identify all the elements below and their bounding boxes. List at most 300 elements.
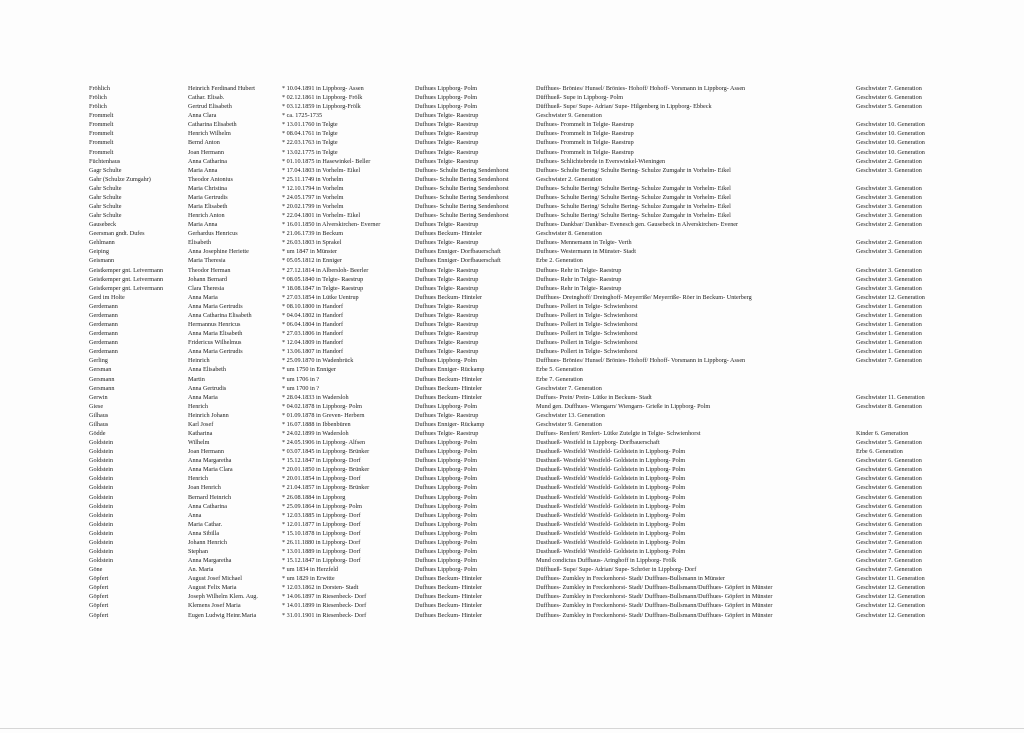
lineage-detail-cell: Dufhues- Schlichtebrede in Everswinkel-Wieningen bbox=[536, 157, 666, 165]
surname-cell: Geistkemper gnt. Leivermann bbox=[89, 266, 164, 274]
lineage-detail-cell: Dusthueß- Westfeld/ Westfeld- Goldstein in Lippborg- Polm bbox=[536, 538, 686, 546]
table-row bbox=[0, 93, 1024, 102]
surname-cell: Gödde bbox=[89, 429, 106, 437]
given-name-cell: Wilhelm bbox=[188, 439, 210, 447]
surname-cell: Gerdemann bbox=[89, 311, 118, 319]
table-row bbox=[0, 129, 1024, 138]
lineage-detail-cell: Dusthueß- Westfeld/ Westfeld- Goldstein in Lippborg- Polm bbox=[536, 448, 686, 456]
surname-cell: Gersman bbox=[89, 366, 112, 374]
birth-date-cell: * 12.01.1877 in Lippborg- Dorf bbox=[282, 520, 361, 528]
surname-cell: Frölich bbox=[89, 94, 107, 102]
farm-cell: Dufhues Beckum- Hinteler bbox=[415, 611, 483, 619]
surname-cell: Gerwin bbox=[89, 393, 108, 401]
table-row bbox=[0, 411, 1024, 420]
farm-cell: Dufhues Telgte- Raestrup bbox=[415, 148, 479, 156]
given-name-cell: Anna Catharina Elisabeth bbox=[188, 311, 252, 319]
table-row bbox=[0, 329, 1024, 338]
given-name-cell: Bernd Anton bbox=[188, 139, 220, 147]
lineage-detail-cell: Duffhues- Zumkley in Freckenhorst- Stadt/ Duffhues-Bullsmann/Duffhues- Göpfert in Münster bbox=[536, 602, 773, 610]
farm-cell: Dufhues Telgte- Raestrup bbox=[415, 321, 479, 329]
farm-cell: Dufhues Telgte- Raestrup bbox=[415, 275, 479, 283]
farm-cell: Dufhues Lippborg- Polm bbox=[415, 457, 478, 465]
generation-cell: Geschwister 7. Generation bbox=[856, 529, 922, 537]
farm-cell: Dufhues Lippborg- Polm bbox=[415, 520, 478, 528]
table-row bbox=[0, 529, 1024, 538]
birth-date-cell: * 08.04.1761 in Telgte bbox=[282, 130, 338, 138]
surname-cell: Gahr (Schulze Zumgahr) bbox=[89, 175, 151, 183]
birth-date-cell: * 08.10.1800 in Handorf bbox=[282, 302, 344, 310]
birth-date-cell: * 01.09.1878 in Greven- Herbern bbox=[282, 411, 365, 419]
table-row bbox=[0, 556, 1024, 565]
table-row bbox=[0, 456, 1024, 465]
given-name-cell: Fridericus Wilhelmus bbox=[188, 339, 242, 347]
lineage-detail-cell: Erbe 2. Generation bbox=[536, 257, 583, 265]
birth-date-cell: * 25.09.1864 in Lippborg- Polm bbox=[282, 502, 362, 510]
given-name-cell: Anna Maria Gertrudis bbox=[188, 348, 243, 356]
surname-cell: Göpfert bbox=[89, 593, 109, 601]
table-row bbox=[0, 320, 1024, 329]
table-row bbox=[0, 502, 1024, 511]
generation-cell: Geschwister 6. Generation bbox=[856, 466, 922, 474]
farm-cell: Dufhues- Schulte Bering Sendenhorst bbox=[415, 193, 509, 201]
birth-date-cell: * 05.05.1812 in Enniger bbox=[282, 257, 342, 265]
farm-cell: Dufhues Lippborg- Polm bbox=[415, 94, 478, 102]
farm-cell: Dufhues Telgte- Raestrup bbox=[415, 266, 479, 274]
table-row bbox=[0, 402, 1024, 411]
table-row bbox=[0, 311, 1024, 320]
given-name-cell: Johann Henrich bbox=[188, 538, 228, 546]
lineage-detail-cell: Dufhues- Frommelt in Telgte- Raestrup bbox=[536, 148, 634, 156]
given-name-cell: Joan Hermann bbox=[188, 448, 224, 456]
table-row bbox=[0, 474, 1024, 483]
surname-cell: Goldstein bbox=[89, 511, 114, 519]
surname-cell: Goldstein bbox=[89, 520, 114, 528]
farm-cell: Dufhues- Schulte Bering Sendenhorst bbox=[415, 212, 509, 220]
birth-date-cell: * 12.10.1794 in Vorhelm bbox=[282, 184, 344, 192]
table-row bbox=[0, 429, 1024, 438]
birth-date-cell: * 01.10.1875 in Hasewinkel- Beller bbox=[282, 157, 371, 165]
lineage-detail-cell: Duffues- Renfert/ Renfert- Lütke Zutelgte in Telgte- Schwienhorst bbox=[536, 429, 701, 437]
birth-date-cell: * 22.04.1801 in Vorhelm- Eikel bbox=[282, 212, 361, 220]
given-name-cell: August Josef Michael bbox=[188, 575, 242, 583]
surname-cell: Frölich bbox=[89, 103, 107, 111]
given-name-cell: Katharina bbox=[188, 429, 213, 437]
surname-cell: Fröhlich bbox=[89, 85, 110, 92]
farm-cell: Dufhues Beckum- Hinteler bbox=[415, 375, 483, 383]
farm-cell: Dufhues Telgte- Raestrup bbox=[415, 411, 479, 419]
lineage-detail-cell: Duffhues- Zumkley in Freckenhorst- Stadt/ Duffhues-Bullsmann/Duffhues- Göpfert in Münster bbox=[536, 584, 773, 592]
birth-date-cell: * 24.05.1906 in Lippborg- Alfsen bbox=[282, 439, 366, 447]
given-name-cell: Bernard Heinrich bbox=[188, 493, 232, 501]
generation-cell: Geschwister 12. Generation bbox=[856, 584, 925, 592]
table-row bbox=[0, 193, 1024, 202]
generation-cell: Geschwister 3. Generation bbox=[856, 203, 922, 211]
given-name-cell: Maria Elisabeth bbox=[188, 203, 228, 211]
given-name-cell: Anna Catharina bbox=[188, 157, 228, 165]
table-row bbox=[0, 120, 1024, 129]
given-name-cell: Joan Hermann bbox=[188, 148, 224, 156]
surname-cell: Göpfert bbox=[89, 575, 109, 583]
birth-date-cell: * 24.05.1797 in Vorhelm bbox=[282, 193, 344, 201]
generation-cell: Geschwister 12. Generation bbox=[856, 602, 925, 610]
lineage-detail-cell: Dufhues- Pollert in Telgte- Schwienhorst bbox=[536, 330, 638, 338]
birth-date-cell: * um 1847 in Münster bbox=[282, 248, 337, 256]
lineage-detail-cell: Geschwister 9. Generation bbox=[536, 112, 602, 120]
birth-date-cell: * 21.04.1857 in Lippborg- Brünker bbox=[282, 484, 370, 492]
lineage-detail-cell: Mund gen. Duffhues- Wiengarn/ Wiengarn- Grieße in Lippborg- Polm bbox=[536, 402, 711, 410]
generation-cell: Geschwister 1. Generation bbox=[856, 302, 922, 310]
given-name-cell: Heinrich Johann bbox=[188, 411, 229, 419]
birth-date-cell: * 31.01.1901 in Riesenbeck- Dorf bbox=[282, 611, 367, 619]
farm-cell: Dufhues Lippborg- Polm bbox=[415, 502, 478, 510]
lineage-detail-cell: Duffhues- Zumkley in Freckenhorst- Stadt/ Duffhues-Bullsmann/Duffhues- Göpfert in Münster bbox=[536, 593, 773, 601]
table-row bbox=[0, 157, 1024, 166]
farm-cell: Dufhues Beckum- Hinteler bbox=[415, 230, 483, 238]
given-name-cell: Johann Bernard bbox=[188, 275, 228, 283]
surname-cell: Göpfert bbox=[89, 584, 109, 592]
lineage-detail-cell: Dufhues- Frommelt in Telgte- Raestrup bbox=[536, 139, 634, 147]
given-name-cell: Martin bbox=[188, 375, 205, 383]
table-row bbox=[0, 84, 1024, 93]
farm-cell: Dufhues Lippborg- Polm bbox=[415, 547, 478, 555]
birth-date-cell: * 20.02.1799 in Vorhelm bbox=[282, 203, 344, 211]
birth-date-cell: * 15.12.1847 in Lippborg- Dorf bbox=[282, 457, 361, 465]
given-name-cell: Heinrich bbox=[188, 357, 210, 365]
lineage-detail-cell: Duffhues- Dreinghoff/ Dreinghoff- Meyerriße/ Meyerriße- Röer in Beckum- Unterberg bbox=[536, 293, 752, 301]
surname-cell: Goldstein bbox=[89, 529, 114, 537]
given-name-cell: Henrich Wilhelm bbox=[188, 130, 231, 138]
farm-cell: Dufhues Lippborg- Polm bbox=[415, 448, 478, 456]
given-name-cell: Henrich bbox=[188, 402, 208, 410]
generation-cell: Geschwister 6. Generation bbox=[856, 475, 922, 483]
birth-date-cell: * 08.05.1840 in Telgte- Raestrup bbox=[282, 275, 364, 283]
generation-cell: Geschwister 6. Generation bbox=[856, 484, 922, 492]
birth-date-cell: * 27.12.1814 in Albersloh- Beerler bbox=[282, 266, 369, 274]
given-name-cell: Henrich Anton bbox=[188, 212, 225, 220]
generation-cell: Geschwister 5. Generation bbox=[856, 439, 922, 447]
surname-cell: Goldstein bbox=[89, 475, 114, 483]
table-row bbox=[0, 138, 1024, 147]
given-name-cell: Henrich bbox=[188, 475, 208, 483]
table-row bbox=[0, 601, 1024, 610]
table-row bbox=[0, 266, 1024, 275]
birth-date-cell: * 21.06.1739 in Beckum bbox=[282, 230, 344, 238]
lineage-detail-cell: Dusthueß- Westfeld/ Westfeld- Goldstein in Lippborg- Polm bbox=[536, 466, 686, 474]
table-row bbox=[0, 256, 1024, 265]
generation-cell: Geschwister 12. Generation bbox=[856, 293, 925, 301]
farm-cell: Dufhues Lippborg- Polm bbox=[415, 357, 478, 365]
surname-cell: Frommelt bbox=[89, 148, 114, 156]
given-name-cell: Anna Maria Gertrudis bbox=[188, 302, 243, 310]
lineage-detail-cell: Dusthueß- Westfeld/ Westfeld- Goldstein in Lippborg- Polm bbox=[536, 502, 686, 510]
given-name-cell: Anna Margaretha bbox=[188, 557, 232, 565]
surname-cell: Gilhaus bbox=[89, 420, 109, 428]
given-name-cell: Karl Josef bbox=[188, 420, 214, 428]
lineage-detail-cell: Mund condictus Duffhaus- Aringhoff in Lippborg- Frölk bbox=[536, 557, 677, 565]
generation-cell: Geschwister 7. Generation bbox=[856, 566, 922, 574]
farm-cell: Dufhues Beckum- Hinteler bbox=[415, 593, 483, 601]
surname-cell: Geismann bbox=[89, 257, 115, 265]
generation-cell: Geschwister 7. Generation bbox=[856, 547, 922, 555]
generation-cell: Geschwister 6. Generation bbox=[856, 511, 922, 519]
farm-cell: Dufhues Lippborg- Polm bbox=[415, 85, 478, 92]
table-row bbox=[0, 483, 1024, 492]
lineage-detail-cell: Düffhueß- Supe/ Supe- Adrian/ Supe- Hilgenberg in Lippborg- Ebbeck bbox=[536, 103, 712, 111]
birth-date-cell: * 03.07.1845 in Lippborg- Brünker bbox=[282, 448, 370, 456]
table-row bbox=[0, 356, 1024, 365]
generation-cell: Geschwister 3. Generation bbox=[856, 166, 922, 174]
farm-cell: Dufhues Lippborg- Polm bbox=[415, 475, 478, 483]
generation-cell: Geschwister 5. Generation bbox=[856, 103, 922, 111]
birth-date-cell: * 06.04.1804 in Handorf bbox=[282, 321, 344, 329]
generation-cell: Geschwister 3. Generation bbox=[856, 248, 922, 256]
birth-date-cell: * 12.04.1809 in Handorf bbox=[282, 339, 344, 347]
birth-date-cell: * 12.03.1885 in Lippborg- Dorf bbox=[282, 511, 361, 519]
generation-cell: Kinder 6. Generation bbox=[856, 429, 909, 437]
given-name-cell: Anna Clara bbox=[188, 112, 217, 120]
surname-cell: Goldstein bbox=[89, 502, 114, 510]
farm-cell: Dufhues Lippborg- Polm bbox=[415, 557, 478, 565]
farm-cell: Dufhues Telgte- Raestrup bbox=[415, 121, 479, 129]
generation-cell: Geschwister 8. Generation bbox=[856, 402, 922, 410]
birth-date-cell: * 13.01.1760 in Telgte bbox=[282, 121, 338, 129]
birth-date-cell: * 20.01.1854 in Lippborg- Dorf bbox=[282, 475, 361, 483]
lineage-detail-cell: Dufhues- Rehr in Telgte- Raestrup bbox=[536, 284, 622, 292]
birth-date-cell: * um 1834 in Herzfeld bbox=[282, 566, 339, 574]
lineage-detail-cell: Dusthueß- Westfeld/ Westfeld- Goldstein in Lippborg- Polm bbox=[536, 520, 686, 528]
birth-date-cell: * um 1829 in Erwitte bbox=[282, 575, 335, 583]
birth-date-cell: * 24.02.1899 in Wadersloh bbox=[282, 429, 349, 437]
surname-cell: Göpfert bbox=[89, 602, 109, 610]
lineage-detail-cell: Dufhues- Pollert in Telgte- Schwienhorst bbox=[536, 302, 638, 310]
lineage-detail-cell: Dufhues- Pollert in Telgte- Schwienhorst bbox=[536, 311, 638, 319]
birth-date-cell: * 26.11.1880 in Lippborg- Dorf bbox=[282, 538, 361, 546]
surname-cell: Füchtenhaus bbox=[89, 157, 121, 165]
lineage-detail-cell: Dufhues- Frommelt in Telgte- Raestrup bbox=[536, 121, 634, 129]
generation-cell: Geschwister 3. Generation bbox=[856, 193, 922, 201]
given-name-cell: Anna bbox=[188, 511, 202, 519]
birth-date-cell: * 10.04.1891 in Lippborg- Assen bbox=[282, 85, 364, 92]
surname-cell: Geersman gndt. Dufes bbox=[89, 230, 145, 238]
lineage-detail-cell: Dufhues- Pollert in Telgte- Schwienhorst bbox=[536, 348, 638, 356]
generation-cell: Geschwister 6. Generation bbox=[856, 520, 922, 528]
lineage-detail-cell: Dufhues- Schulte Bering/ Schulte Bering- Schulze Zumgahr in Vorhelm- Eikel bbox=[536, 184, 731, 192]
birth-date-cell: * 16.01.1850 in Alverskirchen- Everner bbox=[282, 221, 381, 229]
generation-cell: Geschwister 6. Generation bbox=[856, 457, 922, 465]
surname-cell: Gerdemann bbox=[89, 330, 118, 338]
birth-date-cell: * 14.01.1899 in Riesenbeck- Dorf bbox=[282, 602, 367, 610]
generation-cell: Geschwister 6. Generation bbox=[856, 502, 922, 510]
lineage-detail-cell: Dufhues- Schulte Bering/ Schulte Bering- Schulze Zumgahr in Vorhelm- Eikel bbox=[536, 203, 731, 211]
lineage-detail-cell: Duffues- Prein/ Prein- Lütke in Beckum- Stadt bbox=[536, 393, 652, 401]
farm-cell: Dufhues Telgte- Raestrup bbox=[415, 302, 479, 310]
generation-cell: Geschwister 2. Generation bbox=[856, 221, 922, 229]
table-row bbox=[0, 511, 1024, 520]
birth-date-cell: * 25.09.1870 in Wadenbrück bbox=[282, 357, 354, 365]
lineage-detail-cell: Duffhues- Zumkley in Freckenhorst- Stadt/ Duffhues-Bullsmann in Münster bbox=[536, 575, 725, 583]
given-name-cell: Maria Christina bbox=[188, 184, 228, 192]
surname-cell: Goldstein bbox=[89, 493, 114, 501]
farm-cell: Dufhues Lippborg- Polm bbox=[415, 511, 478, 519]
generation-cell: Geschwister 1. Generation bbox=[856, 348, 922, 356]
birth-date-cell: * 18.08.1847 in Telgte- Raestrup bbox=[282, 284, 364, 292]
given-name-cell: An. Maria bbox=[188, 566, 214, 574]
generation-cell: Geschwister 2. Generation bbox=[856, 239, 922, 247]
given-name-cell: August Felix Maria bbox=[188, 584, 237, 592]
lineage-detail-cell: Geschwister 2. Generation bbox=[536, 175, 602, 183]
surname-cell: Gerling bbox=[89, 357, 108, 365]
farm-cell: Dufhues Lippborg- Polm bbox=[415, 529, 478, 537]
lineage-detail-cell: Dufhues- Pollert in Telgte- Schwienhorst bbox=[536, 339, 638, 347]
birth-date-cell: * 13.06.1807 in Handorf bbox=[282, 348, 344, 356]
farm-cell: Dufhues- Schulte Bering Sendenhorst bbox=[415, 166, 509, 174]
generation-cell: Geschwister 3. Generation bbox=[856, 184, 922, 192]
birth-date-cell: * 14.06.1897 in Riesenbeck- Dorf bbox=[282, 593, 367, 601]
given-name-cell: Catharina Elisabeth bbox=[188, 121, 237, 129]
lineage-detail-cell: Duffhues- Brönies/ Hunsel/ Brönies- Hohoff/ Hohoff- Vorsmann in Lippborg- Assen bbox=[536, 357, 746, 365]
farm-cell: Dufhues Enniger- Rückamp bbox=[415, 420, 485, 428]
surname-cell: Gerdemann bbox=[89, 321, 118, 329]
farm-cell: Dufhues- Schulte Bering Sendenhorst bbox=[415, 175, 509, 183]
scan-edge-line bbox=[0, 728, 1024, 729]
generation-cell: Geschwister 3. Generation bbox=[856, 212, 922, 220]
table-row bbox=[0, 284, 1024, 293]
table-row bbox=[0, 347, 1024, 356]
birth-date-cell: * 28.04.1833 in Wadersloh bbox=[282, 393, 349, 401]
farm-cell: Dufhues Lippborg- Polm bbox=[415, 402, 478, 410]
farm-cell: Dufhues Lippborg- Polm bbox=[415, 103, 478, 111]
table-row bbox=[0, 238, 1024, 247]
given-name-cell: Cathar. Elisab. bbox=[188, 94, 225, 102]
generation-cell: Geschwister 12. Generation bbox=[856, 611, 925, 619]
lineage-detail-cell: Dufhues- Rehr in Telgte- Raestrup bbox=[536, 266, 622, 274]
table-row bbox=[0, 520, 1024, 529]
birth-date-cell: * 15.10.1878 in Lippborg- Dorf bbox=[282, 529, 361, 537]
surname-cell: Gerdemann bbox=[89, 302, 118, 310]
birth-date-cell: * um 1700 in ? bbox=[282, 384, 320, 392]
table-row bbox=[0, 166, 1024, 175]
table-row bbox=[0, 111, 1024, 120]
lineage-detail-cell: Dufhues- Mennemann in Telgte- Verth bbox=[536, 239, 632, 247]
given-name-cell: Heinrich Ferdinand Hubert bbox=[188, 85, 256, 92]
lineage-detail-cell: Dusthueß- Westfeld/ Westfeld- Goldstein in Lippborg- Polm bbox=[536, 475, 686, 483]
lineage-detail-cell: Geschwister 9. Generation bbox=[536, 420, 602, 428]
farm-cell: Dufhues Lippborg- Polm bbox=[415, 493, 478, 501]
given-name-cell: Maria Cathar. bbox=[188, 520, 223, 528]
table-row bbox=[0, 592, 1024, 601]
lineage-detail-cell: Duffhues- Brönies/ Hunsel/ Brönies- Hohoff/ Hohoff- Vorsmann in Lippborg- Assen bbox=[536, 85, 746, 92]
table-row bbox=[0, 583, 1024, 592]
surname-cell: Geiping bbox=[89, 248, 109, 256]
lineage-detail-cell: Düffhueß- Supe/ Supe- Adrian/ Supe- Schröer in Lippborg- Dorf bbox=[536, 566, 697, 574]
surname-cell: Gehlmann bbox=[89, 239, 115, 247]
surname-cell: Frommelt bbox=[89, 139, 114, 147]
birth-date-cell: * um 1750 in Enniger bbox=[282, 366, 336, 374]
surname-cell: Goldstein bbox=[89, 448, 114, 456]
lineage-detail-cell: Dusthueß- Westfeld in Lippborg- Dorfbauerschaft bbox=[536, 439, 660, 447]
birth-date-cell: * 27.03.1806 in Handorf bbox=[282, 330, 344, 338]
table-row bbox=[0, 275, 1024, 284]
generation-cell: Geschwister 7. Generation bbox=[856, 357, 922, 365]
table-row bbox=[0, 148, 1024, 157]
surname-cell: Gahr Schulte bbox=[89, 184, 122, 192]
lineage-detail-cell: Dufhues- Rehr in Telgte- Raestrup bbox=[536, 275, 622, 283]
farm-cell: Dufhues Lippborg- Polm bbox=[415, 484, 478, 492]
birth-date-cell: * 20.01.1850 in Lippborg- Brünker bbox=[282, 466, 370, 474]
generation-cell: Geschwister 3. Generation bbox=[856, 266, 922, 274]
table-row bbox=[0, 384, 1024, 393]
table-row bbox=[0, 202, 1024, 211]
lineage-detail-cell: Dusthueß- Westfeld/ Westfeld- Goldstein in Lippborg- Polm bbox=[536, 493, 686, 501]
generation-cell: Geschwister 3. Generation bbox=[856, 284, 922, 292]
lineage-detail-cell: Dusthueß- Westfeld/ Westfeld- Goldstein in Lippborg- Polm bbox=[536, 511, 686, 519]
given-name-cell: Anna Maria Clara bbox=[188, 466, 233, 474]
surname-cell: Giese bbox=[89, 402, 104, 410]
given-name-cell: Anna Gertrudis bbox=[188, 384, 227, 392]
surname-cell: Geistkemper gnt. Leivermann bbox=[89, 284, 164, 292]
generation-cell: Geschwister 12. Generation bbox=[856, 593, 925, 601]
lineage-detail-cell: Dufhues- Dankbar/ Dankbar- Evenesch gen. Gausebeck in Alverskirchen- Evener bbox=[536, 221, 739, 229]
birth-date-cell: * 13.02.1775 in Telgte bbox=[282, 148, 338, 156]
table-row bbox=[0, 302, 1024, 311]
table-row bbox=[0, 175, 1024, 184]
given-name-cell: Theodor Herman bbox=[188, 266, 231, 274]
generation-cell: Geschwister 7. Generation bbox=[856, 557, 922, 565]
farm-cell: Dufhues- Schulte Bering Sendenhorst bbox=[415, 184, 509, 192]
surname-cell: Goldstein bbox=[89, 439, 114, 447]
given-name-cell: Maria Gertrudis bbox=[188, 193, 228, 201]
table-row bbox=[0, 102, 1024, 111]
lineage-detail-cell: Geschwister 7. Generation bbox=[536, 384, 602, 392]
birth-date-cell: * 12.03.1862 in Dorsten- Stadt bbox=[282, 584, 359, 592]
birth-date-cell: * 13.01.1889 in Lippborg- Dorf bbox=[282, 547, 361, 555]
given-name-cell: Anna Elisabeth bbox=[188, 366, 226, 374]
surname-cell: Gersmann bbox=[89, 375, 115, 383]
surname-cell: Goldstein bbox=[89, 466, 114, 474]
birth-date-cell: * 26.03.1803 in Sprakel bbox=[282, 239, 342, 247]
table-row bbox=[0, 393, 1024, 402]
table-row bbox=[0, 184, 1024, 193]
farm-cell: Dufhues- Schulte Bering Sendenhorst bbox=[415, 203, 509, 211]
farm-cell: Dufhues Telgte- Raestrup bbox=[415, 348, 479, 356]
farm-cell: Dufhues Telgte- Raestrup bbox=[415, 157, 479, 165]
lineage-detail-cell: Dufhues- Frommelt in Telgte- Raestrup bbox=[536, 130, 634, 138]
table-row bbox=[0, 493, 1024, 502]
given-name-cell: Hermannus Henricus bbox=[188, 321, 241, 329]
surname-cell: Goldstein bbox=[89, 557, 114, 565]
table-row bbox=[0, 565, 1024, 574]
farm-cell: Dufhues Enniger- Rückamp bbox=[415, 366, 485, 374]
farm-cell: Dufhues Lippborg- Polm bbox=[415, 566, 478, 574]
table-row bbox=[0, 338, 1024, 347]
given-name-cell: Anna Margaretha bbox=[188, 457, 232, 465]
farm-cell: Dufhues Telgte- Raestrup bbox=[415, 139, 479, 147]
given-name-cell: Gerhardus Henricus bbox=[188, 230, 238, 238]
surname-cell: Gahr Schulte bbox=[89, 193, 122, 201]
farm-cell: Dufhues Lippborg- Polm bbox=[415, 538, 478, 546]
table-row bbox=[0, 438, 1024, 447]
surname-cell: Goldstein bbox=[89, 538, 114, 546]
surname-cell: Frommelt bbox=[89, 112, 114, 120]
given-name-cell: Clara Theresia bbox=[188, 284, 225, 292]
genealogy-table bbox=[0, 84, 1024, 620]
surname-cell: Gahr Schulte bbox=[89, 203, 122, 211]
farm-cell: Dufhues Telgte- Raestrup bbox=[415, 284, 479, 292]
table-row bbox=[0, 538, 1024, 547]
generation-cell: Geschwister 6. Generation bbox=[856, 493, 922, 501]
lineage-detail-cell: Geschwister 13. Generation bbox=[536, 411, 605, 419]
given-name-cell: Maria Anna bbox=[188, 221, 218, 229]
